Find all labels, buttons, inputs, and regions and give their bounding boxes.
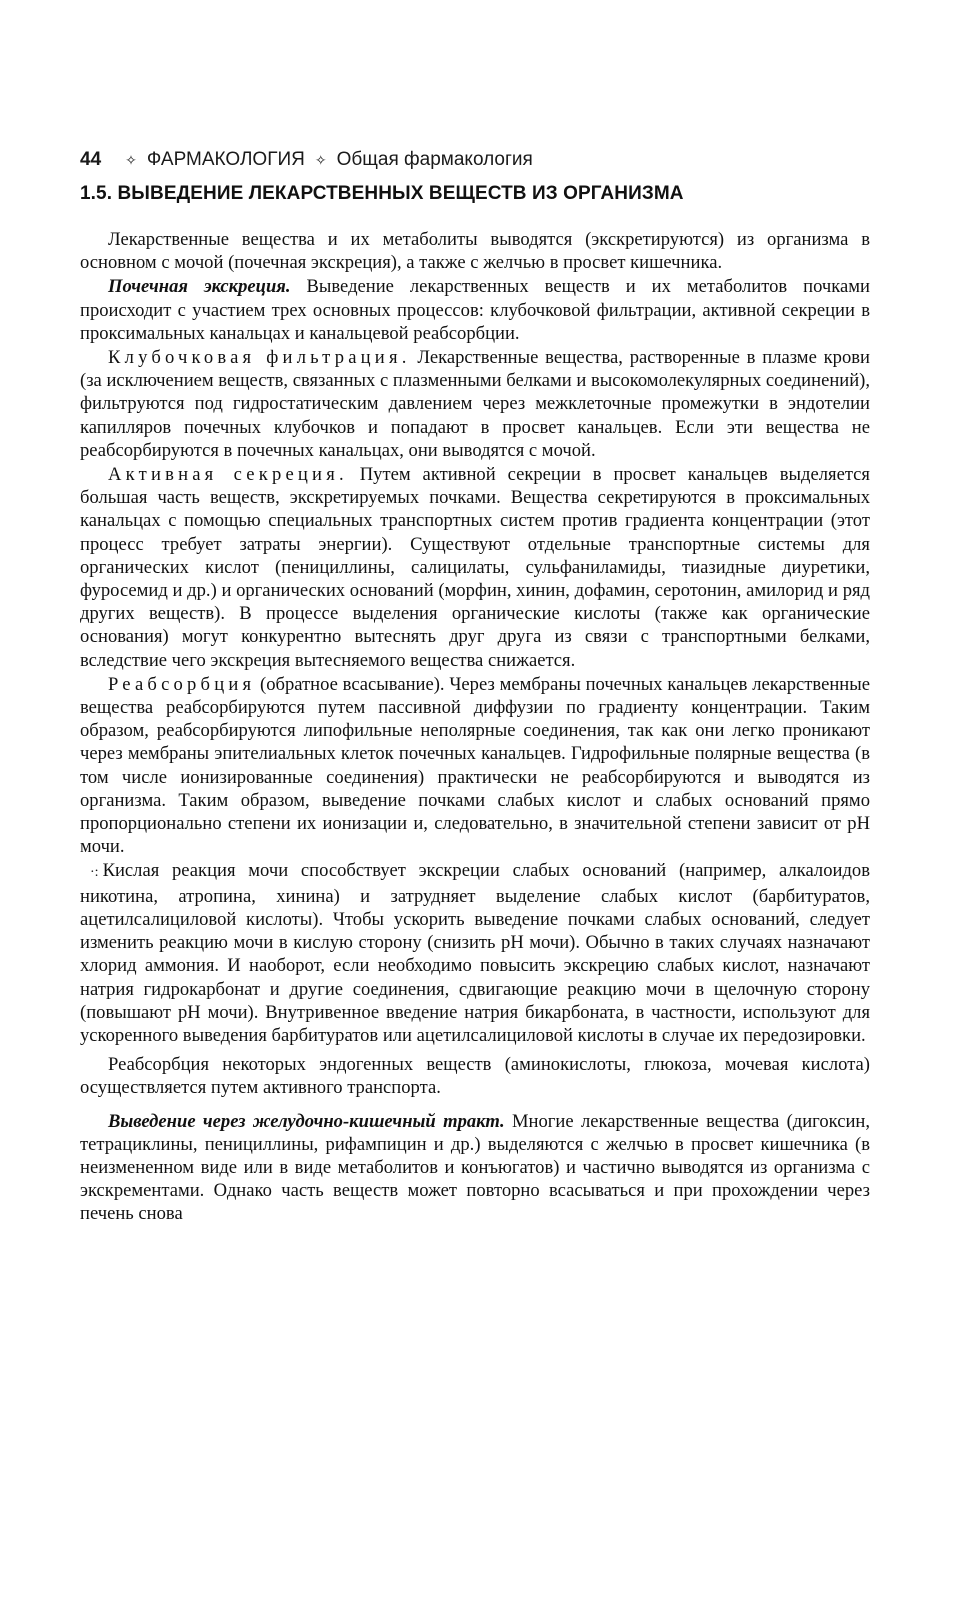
term-reabsorption: Реабсорбция — [108, 673, 256, 695]
paragraph-text: Выведение лекарственных веществ и их метаболитов почками происходит с участием трех основных процессов: клубочковой фильтрации, активной секреции в проксимальных канальцах и канальцевой реабсорбции. — [80, 276, 870, 344]
paragraph-text: Лекарственные вещества, растворенные в плазме крови (за исключением веществ, связанных с плазменными белками и высокомолекулярных соединений), фильтруются под гидростатическим давлением через межклеточные промежутки в эндотелии капилляров почечных клубочков и попадают в просвет канальцев. Если эти вещества не реабсорбируются в почечных канальцах, они выводятся с мочой. — [80, 347, 871, 461]
paragraph-gi-excretion — [80, 1110, 870, 1226]
page-number: 44 — [80, 149, 102, 170]
diamond-separator-icon: ✧ — [314, 152, 327, 168]
paragraph-urine-ph — [80, 859, 870, 1047]
paragraph-glomerular-filtration — [80, 346, 870, 462]
paragraph-reabsorption — [80, 673, 870, 859]
term-glomerular-filtration: Клубочковая фильтрация. — [108, 347, 411, 369]
term-gi-excretion: Выведение через желудочно-кишечный тракт. — [108, 1110, 505, 1132]
book-title: ФАРМАКОЛОГИЯ — [146, 149, 305, 170]
paragraph-text: Путем активной секреции в просвет канальцев выделяется большая часть веществ, экскретируемых почками. Вещества секретируются в проксимальных канальцах с помощью специальных транспортных систем против градиента концентрации (этот процесс требует затраты энергии). Существуют отдельные транспортные системы для органических кислот (пенициллины, салицилаты, сульфаниламиды, тиазидные диуретики, фуросемид и др.) и органических оснований (морфин, хинин, дофамин, серотонин, амилорид и ряд других веществ). В процессе выделения органические кислоты (также как органические основания) могут конкурентно вытеснять друг друга из связи с транспортными белками, вследствие чего экскреция вытесняемого вещества снижается. — [80, 464, 870, 671]
diamond-separator-icon: ✧ — [125, 152, 137, 168]
running-header — [80, 146, 870, 174]
term-renal-excretion: Почечная экскреция. — [108, 276, 291, 298]
section-title: 1.5. ВЫВЕДЕНИЕ ЛЕКАРСТВЕННЫХ ВЕЩЕСТВ ИЗ ОРГАНИЗМА — [80, 183, 684, 204]
paragraph-renal-excretion — [80, 275, 870, 345]
paragraph-intro: Лекарственные вещества и их метаболиты выводятся (экскретируются) из организма в основном с мочой (почечная экскреция), а также с желчью в просвет кишечника. — [80, 229, 870, 274]
paragraph-text: Многие лекарственные вещества (дигоксин, тетрациклины, пенициллины, рифампицин и др.) выделяются с желчью в просвет кишечника (в неизмененном виде или в виде метаболитов и конъюгатов) и частично выводятся из организма с экскрементами. Однако часть веществ может повторно всасываться и при прохождении через печень снова — [80, 1110, 870, 1225]
paragraph-active-secretion — [80, 463, 870, 672]
paragraph-text: (обратное всасывание). Через мембраны почечных канальцев лекарственные вещества реабсорбируются путем пассивной диффузии по градиенту концентрации. Таким образом, реабсорбируются липофильные неполярные соединения, так как они легко проникают через мембраны эпителиальных клеток почечных канальцев. Гидрофильные полярные вещества (в том числе ионизированные соединения) практически не реабсорбируются и выводятся из организма. Таким образом, выведение почками слабых кислот и слабых оснований прямо пропорционально степени их ионизации и, следовательно, в значительной степени зависит от pH мочи. — [80, 673, 870, 858]
paragraph-text: Кислая реакция мочи способствует экскреции слабых оснований (например, алкалоидов никотина, атропина, хинина) и затрудняет выделение слабых кислот (барбитуратов, ацетилсалициловой кислоты). Чтобы ускорить выведение почками слабых оснований, следует изменить реакцию мочи в кислую сторону (снизить pH мочи). Обычно в таких случаях назначают хлорид аммония. И наоборот, если необходимо повысить экскрецию слабых кислот, назначают натрия гидрокарбонат и другие соединения, сдвигающие реакцию мочи в щелочную сторону (повышают pH мочи). Внутривенное введение натрия бикарбоната, в частности, используют для ускоренного выведения барбитуратов или ацетилсалициловой кислоты в случае их передозировки. — [80, 860, 870, 1046]
part-title: Общая фармакология — [336, 149, 533, 170]
term-active-secretion: Активная секреция. — [108, 464, 348, 486]
stray-mark: ·: — [90, 865, 99, 881]
paragraph-active-transport: Реабсорбция некоторых эндогенных веществ (аминокислоты, глюкоза, мочевая кислота) осуществляется путем активного транспорта. — [80, 1054, 870, 1099]
document-page — [80, 146, 870, 1227]
